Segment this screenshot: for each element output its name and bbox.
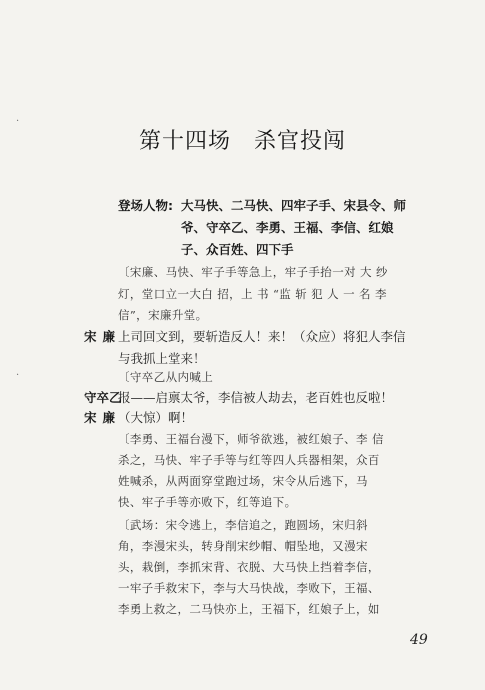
stage-direction-line: 快、牢子手等亦败下，红等追下。 [118,495,297,509]
dialogue-line: 上司回文到，要斩造反人！来！（众应）将犯人李信 [118,329,406,344]
dialogue-line: （大惊）啊！ [118,410,194,425]
scene-title: 第十四场 杀官投闯 [138,129,346,154]
stage-direction-line: 灯，堂口立一大白 招，上 书 “监 斩 犯 人 一 名 李 [118,287,387,301]
stage-direction-line: 头，栽倒，李抓宋背、衣脱、大马快上挡着李信， [118,560,380,574]
stage-direction-line: 一牢子手救宋下，李与大马快战，李败下，王福、 [118,581,380,595]
stage-direction-line: 〔守卒乙从内喊上 [118,370,214,384]
margin-mark: · [16,116,20,127]
stage-direction-line: 〔宋廉、马快、牢子手等急上，牢子手抬一对 大 纱 [118,265,388,279]
stage-direction-line: 姓喊杀，从两面穿堂跑过场，宋令从后逃下，马 [118,474,368,488]
cast-line: 大马快、二马快、四牢子手、宋县令、师 [181,198,407,213]
stage-direction-line: 信”，宋廉升堂。 [118,308,208,322]
margin-mark: · [16,370,20,381]
stage-direction-line: 〔武场：宋令逃上，李信追之，跑圆场，宋归斜 [118,518,368,532]
stage-direction-line: 〔李勇、王福台漫下，师爷欲逃，被红娘子、李 信 [118,432,384,446]
page-number: 49 [410,632,428,648]
cast-label: 登场人物: [118,198,173,213]
dialogue-line: 报——启禀太爷，李信被人劫去，老百姓也反啦！ [118,390,394,405]
dialogue-line: 与我抓上堂来！ [118,351,206,366]
speaker-name: 宋廉 [84,329,122,344]
stage-direction-line: 杀之，马快、牢子手等与红等四人兵器相架，众百 [118,453,380,467]
speaker-name: 守卒乙 [84,390,122,405]
cast-line: 子、众百姓、四下手 [181,242,294,257]
stage-direction-line: 李勇上救之，二马快亦上，王福下，红娘子上，如 [118,602,380,616]
speaker-name: 宋廉 [84,410,122,425]
stage-direction-line: 角，李漫宋头，转身削宋纱帽、帽坠地，又漫宋 [118,539,368,553]
cast-line: 爷、守卒乙、李勇、王福、李信、红娘 [181,220,394,235]
